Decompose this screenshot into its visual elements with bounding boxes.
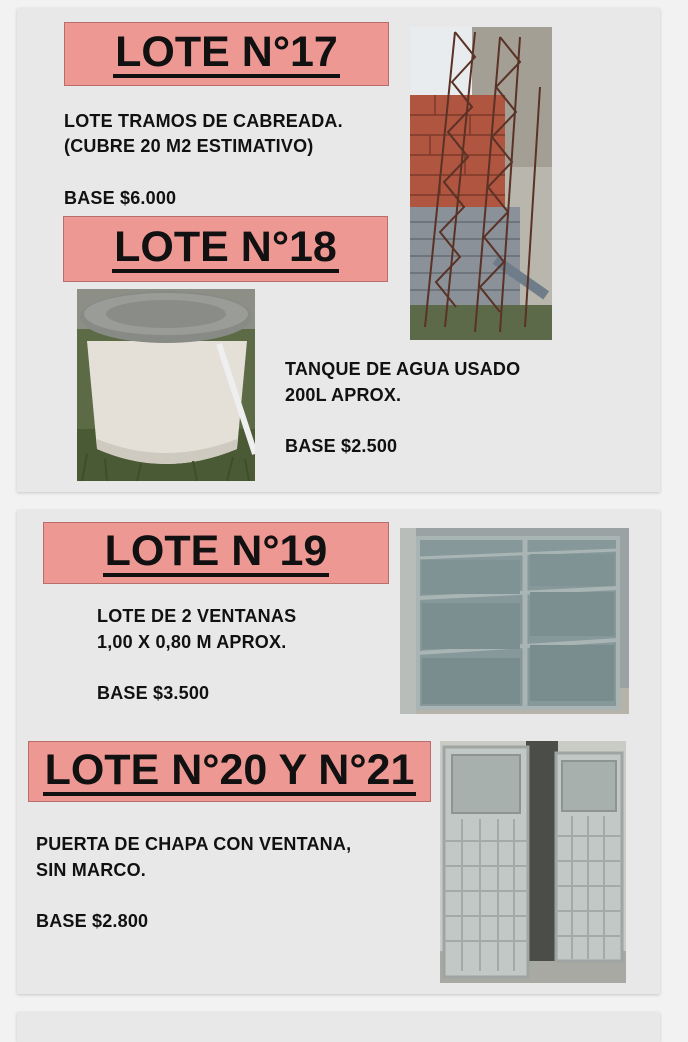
lot-20-21-base-price: BASE $2.800 bbox=[36, 911, 149, 931]
lot-18-description-line1: TANQUE DE AGUA USADO bbox=[285, 359, 521, 379]
lot-20-21-title: LOTE N°20 Y N°21 bbox=[44, 745, 415, 794]
lot-18-base-price: BASE $2.500 bbox=[285, 436, 398, 456]
lot-17-title-box bbox=[64, 22, 389, 86]
lot-19-description-line2: 1,00 X 0,80 M APROX. bbox=[97, 632, 287, 652]
lot-17-description-line2: (CUBRE 20 M2 ESTIMATIVO) bbox=[64, 136, 314, 156]
metal-doors-photo-icon bbox=[440, 741, 626, 983]
lot-19-description-line1: LOTE DE 2 VENTANAS bbox=[97, 606, 297, 626]
windows-photo-icon bbox=[400, 528, 629, 714]
lot-17-title: LOTE N°17 bbox=[115, 28, 338, 76]
lot-18-title-box bbox=[63, 216, 388, 282]
lot-20-21-title-box bbox=[28, 741, 431, 802]
lot-17-base-price: BASE $6.000 bbox=[64, 188, 177, 208]
water-tank-photo-icon bbox=[77, 289, 255, 481]
lot-19-title: LOTE N°19 bbox=[104, 527, 328, 575]
lot-20-21-description-line2: SIN MARCO. bbox=[36, 860, 146, 880]
lot-17-description-line1: LOTE TRAMOS DE CABREADA. bbox=[64, 111, 343, 131]
lot-19-title-box bbox=[43, 522, 389, 584]
rebar-truss-photo-icon bbox=[410, 27, 552, 340]
lot-20-21-description-line1: PUERTA DE CHAPA CON VENTANA, bbox=[36, 834, 352, 854]
lot-18-description-line2: 200L APROX. bbox=[285, 385, 402, 405]
lot-18-title: LOTE N°18 bbox=[114, 223, 337, 271]
lot-19-base-price: BASE $3.500 bbox=[97, 683, 210, 703]
lot-card-3 bbox=[17, 1012, 660, 1042]
